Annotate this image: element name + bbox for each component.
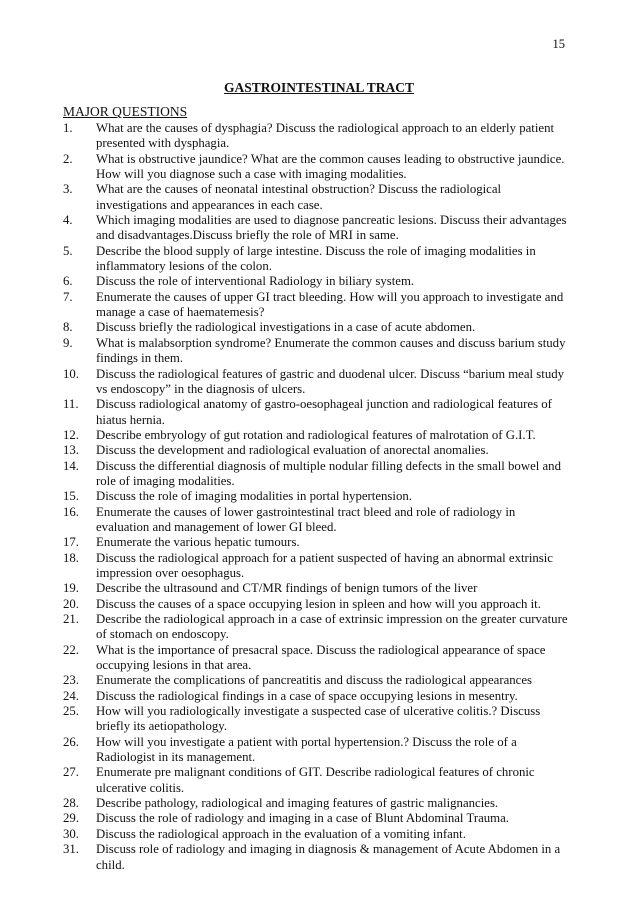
question-item bbox=[63, 213, 568, 244]
question-text: Describe embryology of gut rotation and radiological features of malrotation of G.I.T. bbox=[96, 427, 536, 442]
question-number: 26. bbox=[63, 734, 79, 749]
question-number: 3. bbox=[63, 182, 73, 197]
question-text: What are the causes of dysphagia? Discuss the radiological approach to an elderly patient presented with dysphagia. bbox=[96, 121, 555, 151]
question-text: How will you investigate a patient with portal hypertension.? Discuss the role of a Radiologist in its management. bbox=[96, 734, 517, 765]
question-item bbox=[63, 459, 568, 490]
question-text: Enumerate the complications of pancreatitis and discuss the radiological appearances bbox=[96, 673, 532, 688]
question-text: Discuss the role of imaging modalities in portal hypertension. bbox=[96, 489, 412, 504]
question-number: 5. bbox=[63, 243, 73, 258]
question-item bbox=[63, 428, 568, 443]
question-number: 12. bbox=[63, 427, 79, 442]
question-number: 16. bbox=[63, 504, 79, 519]
question-number: 6. bbox=[63, 274, 73, 289]
question-item bbox=[63, 535, 568, 550]
question-text: How will you radiologically investigate a suspected case of ulcerative colitis.? Discuss briefly its aetiopathology. bbox=[96, 704, 541, 734]
question-text: Discuss radiological anatomy of gastro-oesophageal junction and radiological features of hiatus hernia. bbox=[96, 397, 552, 427]
question-item bbox=[63, 367, 568, 398]
question-text: Describe the ultrasound and CT/MR findings of benign tumors of the liver bbox=[96, 581, 478, 596]
question-text: Discuss the role of interventional Radiology in biliary system. bbox=[96, 274, 415, 289]
question-list bbox=[63, 121, 568, 873]
question-text: Discuss briefly the radiological investigations in a case of acute abdomen. bbox=[96, 320, 476, 335]
question-item bbox=[63, 581, 568, 596]
page-number: 15 bbox=[552, 37, 565, 51]
question-text: What is the importance of presacral space. Discuss the radiological appearance of space occupying lesions in that area. bbox=[96, 642, 546, 673]
question-number: 19. bbox=[63, 581, 79, 596]
question-text: What is obstructive jaundice? What are the common causes leading to obstructive jaundice. How will you diagnose such a case with imaging modalities. bbox=[96, 151, 565, 182]
question-text: Describe the radiological approach in a case of extrinsic impression on the greater curvature of stomach on endoscopy. bbox=[96, 612, 568, 642]
question-text: Enumerate the causes of lower gastrointestinal tract bleed and role of radiology in evaluation and management of lower GI bleed. bbox=[96, 504, 516, 534]
question-text: Discuss role of radiology and imaging in diagnosis & management of Acute Abdomen in a child. bbox=[96, 842, 561, 872]
question-number: 13. bbox=[63, 443, 79, 458]
question-text: Discuss the role of radiology and imaging in a case of Blunt Abdominal Trauma. bbox=[96, 811, 509, 826]
question-number: 15. bbox=[63, 489, 79, 504]
question-number: 9. bbox=[63, 335, 73, 350]
question-item bbox=[63, 811, 568, 826]
question-number: 8. bbox=[63, 320, 73, 335]
question-number: 23. bbox=[63, 673, 79, 688]
question-item bbox=[63, 443, 568, 458]
question-number: 28. bbox=[63, 796, 79, 811]
question-item bbox=[63, 643, 568, 674]
question-number: 20. bbox=[63, 596, 79, 611]
question-number: 24. bbox=[63, 688, 79, 703]
question-number: 22. bbox=[63, 642, 79, 657]
question-text: Describe the blood supply of large intestine. Discuss the role of imaging modalities in inflammatory lesions of the colon. bbox=[96, 243, 536, 274]
question-number: 25. bbox=[63, 704, 79, 719]
question-number: 4. bbox=[63, 213, 73, 228]
question-item bbox=[63, 182, 568, 213]
question-text: Which imaging modalities are used to diagnose pancreatic lesions. Discuss their advantages and disadvantages.Discuss briefly the role of MRI in same. bbox=[96, 213, 567, 243]
question-item bbox=[63, 765, 568, 796]
question-item bbox=[63, 274, 568, 289]
question-text: Discuss the radiological approach for a patient suspected of having an abnormal extrinsic impression over oesophagus. bbox=[96, 550, 553, 580]
question-item bbox=[63, 320, 568, 335]
question-item bbox=[63, 290, 568, 321]
question-text: Enumerate the various hepatic tumours. bbox=[96, 535, 300, 550]
question-number: 21. bbox=[63, 612, 79, 626]
question-item bbox=[63, 244, 568, 275]
question-number: 31. bbox=[63, 842, 79, 857]
question-item bbox=[63, 336, 568, 367]
question-text: Describe pathology, radiological and imaging features of gastric malignancies. bbox=[96, 796, 499, 811]
question-number: 30. bbox=[63, 826, 79, 841]
question-number: 1. bbox=[63, 121, 73, 135]
question-item bbox=[63, 551, 568, 582]
question-number: 7. bbox=[63, 289, 73, 304]
question-item bbox=[63, 842, 568, 873]
question-text: Discuss the differential diagnosis of multiple nodular filling defects in the small bowel and role of imaging modalities. bbox=[96, 458, 561, 488]
question-item bbox=[63, 612, 568, 643]
question-text: Enumerate pre malignant conditions of GIT. Describe radiological features of chronic ulcerative colitis. bbox=[96, 765, 535, 795]
question-item bbox=[63, 121, 568, 152]
question-text: What are the causes of neonatal intestinal obstruction? Discuss the radiological investigations and appearances in each case. bbox=[96, 182, 502, 212]
question-item bbox=[63, 827, 568, 842]
question-item bbox=[63, 505, 568, 536]
page-title: GASTROINTESTINAL TRACT bbox=[224, 80, 414, 95]
question-number: 14. bbox=[63, 458, 79, 473]
question-item bbox=[63, 673, 568, 688]
question-item bbox=[63, 489, 568, 504]
question-number: 2. bbox=[63, 151, 73, 166]
question-item bbox=[63, 735, 568, 766]
question-item bbox=[63, 397, 568, 428]
question-text: Discuss the radiological findings in a case of space occupying lesions in mesentry. bbox=[96, 688, 518, 703]
question-item bbox=[63, 704, 568, 735]
question-text: Discuss the causes of a space occupying lesion in spleen and how will you approach it. bbox=[96, 596, 541, 611]
question-number: 17. bbox=[63, 535, 79, 550]
question-number: 18. bbox=[63, 550, 79, 565]
question-number: 27. bbox=[63, 765, 79, 780]
question-item bbox=[63, 152, 568, 183]
question-number: 29. bbox=[63, 811, 79, 826]
question-item bbox=[63, 597, 568, 612]
question-number: 11. bbox=[63, 397, 79, 412]
question-item bbox=[63, 689, 568, 704]
question-text: What is malabsorption syndrome? Enumerate the common causes and discuss barium study findings in them. bbox=[96, 335, 566, 366]
question-number: 10. bbox=[63, 366, 79, 381]
section-heading: MAJOR QUESTIONS bbox=[63, 104, 188, 119]
question-text: Discuss the radiological approach in the evaluation of a vomiting infant. bbox=[96, 826, 466, 841]
question-text: Discuss the development and radiological evaluation of anorectal anomalies. bbox=[96, 443, 489, 458]
question-text: Discuss the radiological features of gastric and duodenal ulcer. Discuss “barium meal study vs endoscopy” in the diagnosis of ulcers. bbox=[96, 366, 565, 396]
question-item bbox=[63, 796, 568, 811]
question-text: Enumerate the causes of upper GI tract bleeding. How will you approach to investigate and manage a case of haematemesis? bbox=[96, 289, 564, 320]
